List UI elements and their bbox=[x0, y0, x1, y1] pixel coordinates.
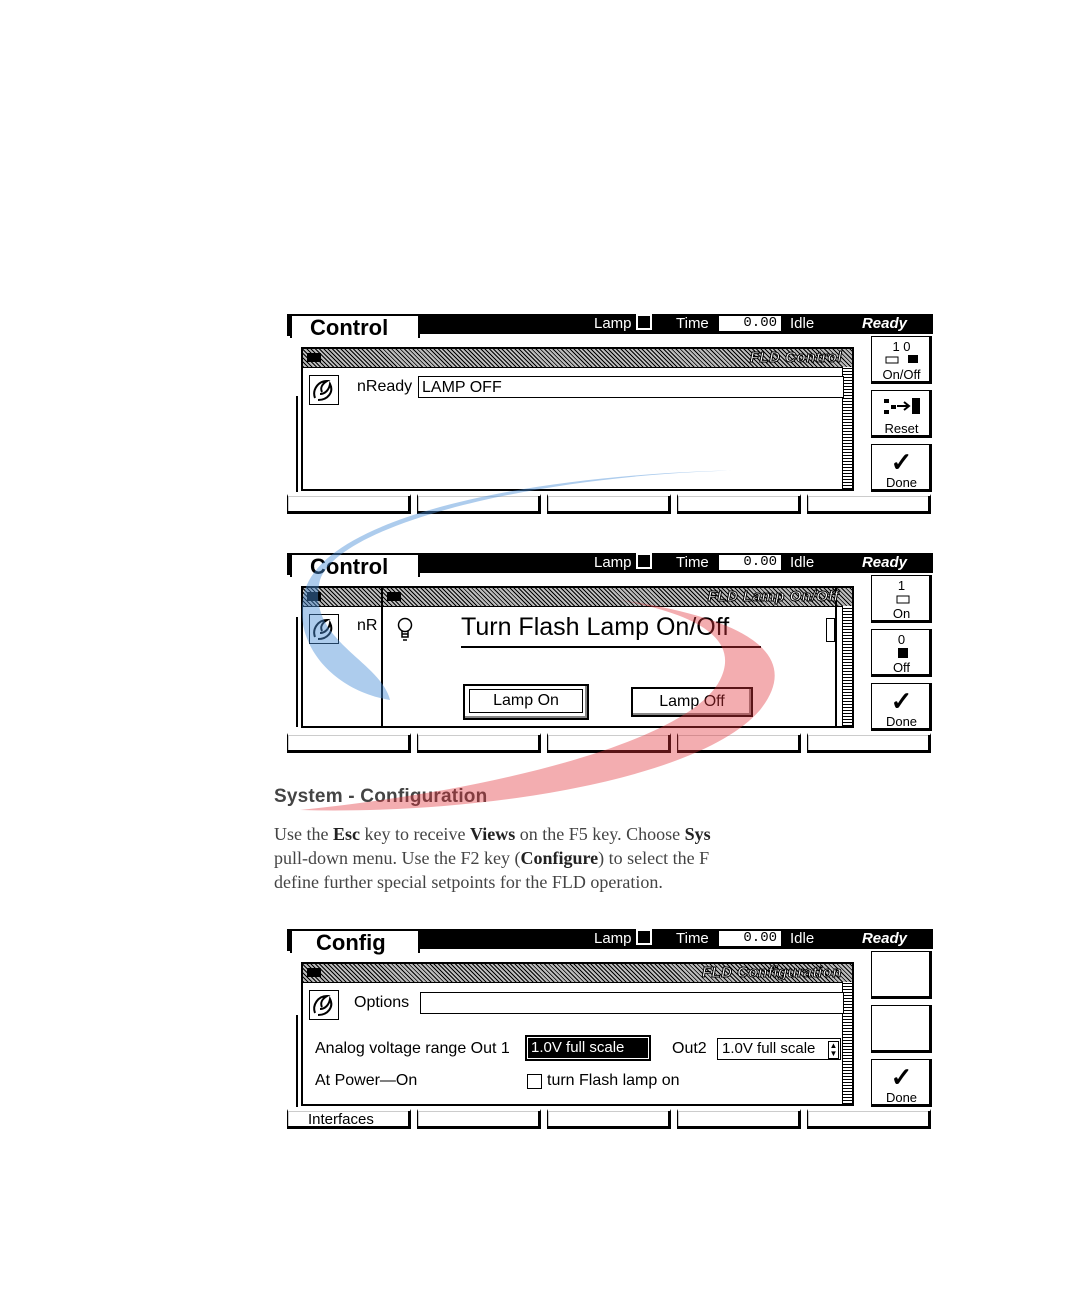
off-button[interactable] bbox=[871, 629, 932, 677]
check-icon: ✓ bbox=[890, 447, 913, 477]
done-button[interactable] bbox=[871, 1059, 932, 1107]
module-state-label: nR bbox=[357, 617, 378, 634]
fkey-4[interactable] bbox=[677, 733, 801, 753]
section-title: System - Configuration bbox=[274, 786, 488, 807]
fkey-4[interactable] bbox=[677, 494, 801, 514]
fkey-3[interactable] bbox=[547, 733, 671, 753]
text-run: pull-down menu. Use the F2 key ( bbox=[274, 848, 521, 868]
window-scrollbar[interactable] bbox=[842, 606, 852, 726]
switch-icon bbox=[884, 353, 922, 365]
control-screen-1 bbox=[287, 314, 933, 518]
out1-select[interactable] bbox=[525, 1035, 651, 1061]
fkey-5[interactable] bbox=[807, 494, 931, 514]
function-key-bar bbox=[287, 733, 933, 757]
time-value: 0.00 bbox=[719, 316, 781, 331]
configure-text: Configure bbox=[520, 848, 599, 868]
time-label: Time bbox=[676, 930, 709, 947]
fld-module-icon bbox=[309, 375, 339, 405]
window-titlebar[interactable] bbox=[303, 349, 852, 368]
instruction-paragraph bbox=[274, 822, 834, 894]
text-run: ) to select the F bbox=[598, 848, 710, 868]
on-off-label: On/Off bbox=[882, 367, 921, 382]
out2-select[interactable] bbox=[717, 1038, 841, 1060]
dialog-titlebar[interactable] bbox=[383, 588, 839, 607]
dialog-heading: Turn Flash Lamp On/Off bbox=[461, 613, 730, 641]
lamp-state-field: LAMP OFF bbox=[418, 376, 844, 398]
done-label: Done bbox=[885, 714, 918, 729]
lamp-label: Lamp bbox=[594, 930, 632, 947]
lamp-status bbox=[594, 553, 652, 573]
flash-lamp-checkbox-label: turn Flash lamp on bbox=[547, 1072, 680, 1089]
on-button[interactable] bbox=[871, 575, 932, 623]
done-label: Done bbox=[885, 475, 918, 490]
lamp-status bbox=[594, 314, 652, 334]
lightbulb-icon bbox=[397, 616, 413, 644]
done-label: Done bbox=[885, 1090, 918, 1105]
out1-spinner-icon[interactable]: ▲ ▼ bbox=[637, 1040, 646, 1057]
window-title: FLD Control bbox=[749, 349, 842, 366]
on-off-button[interactable] bbox=[871, 336, 932, 384]
lamp-label: Lamp bbox=[594, 554, 632, 571]
fkey-3[interactable] bbox=[547, 494, 671, 514]
analog-range-label: Analog voltage range Out 1 bbox=[315, 1040, 510, 1057]
out1-value: 1.0V full scale bbox=[528, 1038, 648, 1058]
on-label: On bbox=[892, 606, 911, 621]
window-titlebar[interactable] bbox=[303, 964, 852, 983]
lamp-status bbox=[594, 929, 652, 949]
time-value: 0.00 bbox=[719, 555, 781, 570]
on-symbol: 1 bbox=[897, 578, 906, 593]
check-icon: ✓ bbox=[890, 1062, 913, 1092]
lamp-label: Lamp bbox=[594, 315, 632, 332]
reset-icon bbox=[882, 395, 924, 417]
out2-label: Out2 bbox=[672, 1040, 707, 1057]
side-button-2[interactable] bbox=[871, 1005, 932, 1053]
view-tab bbox=[290, 553, 420, 577]
fld-control-window bbox=[301, 347, 854, 491]
time-label: Time bbox=[676, 315, 709, 332]
reset-label: Reset bbox=[884, 421, 919, 436]
power-on-label: At Power—On bbox=[315, 1072, 418, 1089]
views-text: Views bbox=[469, 824, 516, 844]
view-title: Control bbox=[310, 315, 389, 340]
fkey-2[interactable] bbox=[417, 733, 541, 753]
run-state: Idle bbox=[790, 930, 815, 947]
view-title: Config bbox=[316, 930, 386, 955]
on-off-symbols: 1 0 bbox=[892, 339, 911, 354]
function-key-bar bbox=[287, 494, 933, 518]
config-screen bbox=[287, 929, 933, 1133]
switch-on-icon bbox=[896, 594, 910, 604]
dialog-scroll-thumb[interactable] bbox=[826, 618, 835, 642]
fkey-1[interactable] bbox=[287, 494, 411, 514]
fkey-1[interactable] bbox=[287, 733, 411, 753]
off-symbol: 0 bbox=[897, 632, 906, 647]
out2-value: 1.0V full scale bbox=[722, 1040, 816, 1057]
off-label: Off bbox=[892, 660, 911, 675]
check-icon: ✓ bbox=[890, 686, 913, 716]
ready-status: Ready bbox=[861, 315, 907, 332]
options-field[interactable] bbox=[420, 992, 844, 1014]
lamp-indicator bbox=[636, 314, 652, 330]
module-state-label: nReady bbox=[357, 378, 413, 395]
flash-lamp-checkbox[interactable] bbox=[527, 1074, 542, 1089]
sys-text: Sys bbox=[684, 824, 711, 844]
fkey-2[interactable] bbox=[417, 494, 541, 514]
fld-configuration-window bbox=[301, 962, 854, 1106]
fkey-4[interactable] bbox=[677, 1109, 801, 1129]
lamp-off-button[interactable]: Lamp Off bbox=[631, 687, 753, 717]
done-button[interactable] bbox=[871, 444, 932, 492]
fkey-3[interactable] bbox=[547, 1109, 671, 1129]
lamp-dialog bbox=[381, 586, 837, 728]
time-label: Time bbox=[676, 554, 709, 571]
text-run: key to receive bbox=[359, 824, 470, 844]
lamp-on-button[interactable] bbox=[463, 684, 589, 720]
ready-status: Ready bbox=[861, 554, 907, 571]
switch-off-icon bbox=[896, 647, 910, 659]
control-screen-2 bbox=[287, 553, 933, 757]
fkey-5[interactable] bbox=[807, 733, 931, 753]
view-tab bbox=[290, 314, 420, 338]
function-key-bar bbox=[287, 1109, 933, 1133]
lamp-on-label: Lamp On bbox=[469, 689, 583, 713]
view-title: Control bbox=[310, 554, 389, 579]
run-state: Idle bbox=[790, 554, 815, 571]
ready-status: Ready bbox=[861, 930, 907, 947]
reset-button[interactable] bbox=[871, 390, 932, 438]
lamp-indicator bbox=[636, 929, 652, 945]
esc-key-text: Esc bbox=[332, 824, 360, 844]
text-run: define further special setpoints for the FLD operation. bbox=[274, 872, 663, 892]
fld-module-icon bbox=[309, 990, 339, 1020]
fkey-2[interactable] bbox=[417, 1109, 541, 1129]
text-run: Use the bbox=[274, 824, 333, 844]
fkey-5[interactable] bbox=[807, 1109, 931, 1129]
view-tab bbox=[290, 929, 420, 953]
fld-module-icon bbox=[309, 614, 339, 644]
dialog-title: FLD Lamp On/Off bbox=[707, 588, 839, 605]
out2-spinner-icon[interactable]: ▲ ▼ bbox=[829, 1041, 838, 1058]
options-label: Options bbox=[354, 994, 410, 1011]
heading-underline bbox=[461, 646, 761, 648]
window-title: FLD Configuration bbox=[701, 964, 842, 981]
run-state: Idle bbox=[790, 315, 815, 332]
text-run: on the F5 key. Choose bbox=[515, 824, 685, 844]
time-value: 0.00 bbox=[719, 931, 781, 946]
done-button[interactable] bbox=[871, 683, 932, 731]
fkey-interfaces[interactable]: Interfaces bbox=[287, 1109, 411, 1129]
side-button-1[interactable] bbox=[871, 951, 932, 999]
lamp-indicator bbox=[636, 553, 652, 569]
